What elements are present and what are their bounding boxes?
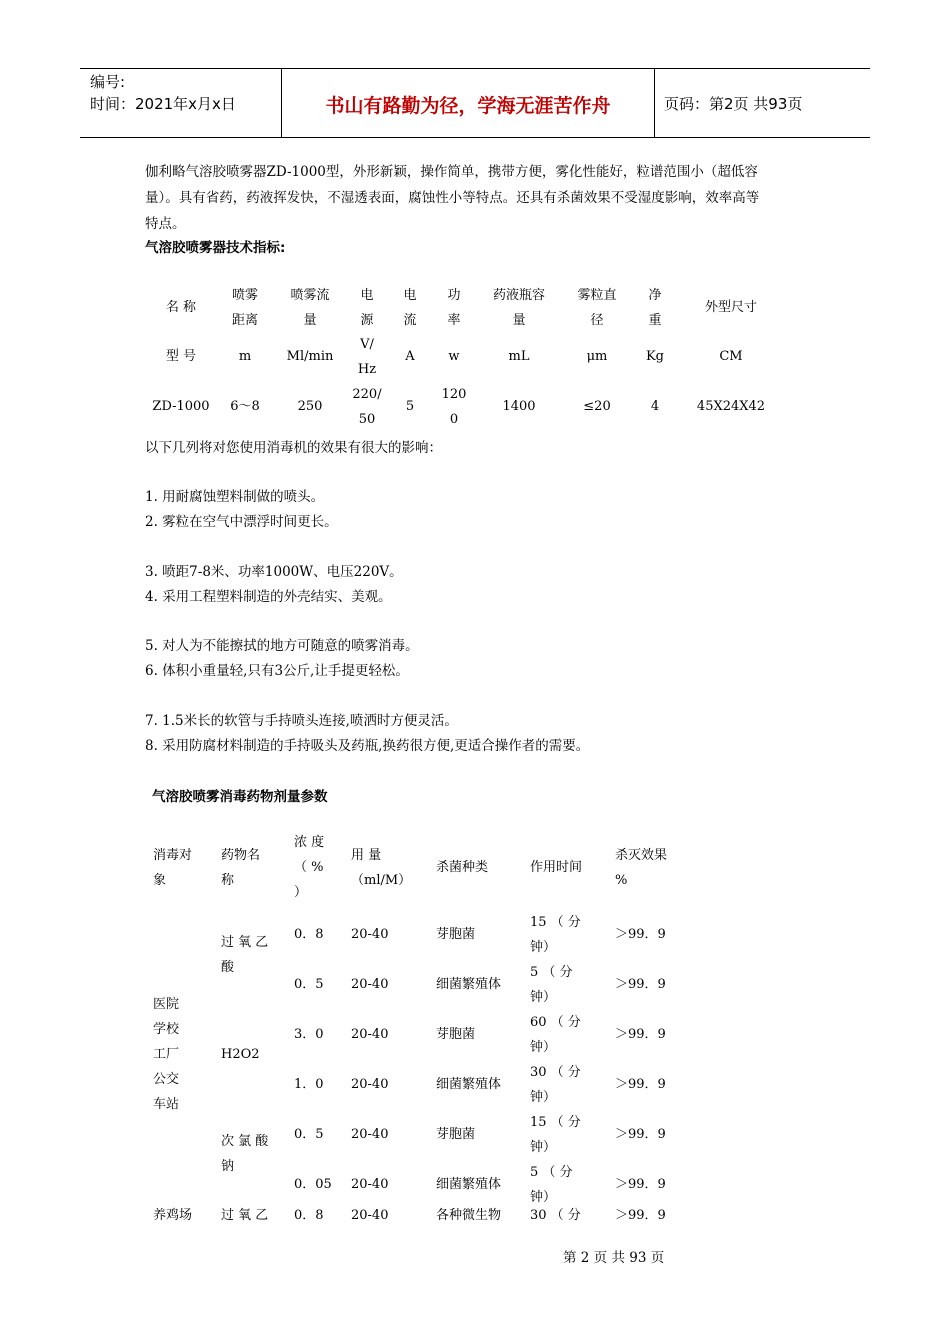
spec-value-cell: 120 0 xyxy=(441,387,467,427)
dose-drug-cell: H2O2 xyxy=(221,1047,260,1062)
spec-value-cell: 220/ 50 xyxy=(352,387,382,427)
effect-item: 2. 雾粒在空气中漂浮时间更长。 xyxy=(145,514,338,530)
dose-header-cell: 作用时间 xyxy=(530,860,583,875)
dose-time-cell: 5 （ 分 钟） xyxy=(530,1165,573,1205)
dose-type-cell: 芽胞菌 xyxy=(436,927,476,942)
dose-lastrow-cell: 0．8 xyxy=(294,1208,324,1223)
intro-line: 量）。具有省药，药液挥发快，不湿透表面，腐蚀性小等特点。还具有杀菌效果不受湿度影响，效率高等 xyxy=(145,190,760,206)
dose-conc-cell: 1．0 xyxy=(294,1077,324,1092)
dose-amount-cell: 20-40 xyxy=(351,1027,389,1042)
spec-unit-cell: CM xyxy=(719,349,743,364)
header-page-number: 页码：第2页 共93页 xyxy=(664,95,803,113)
header-divider xyxy=(654,69,655,137)
dose-time-cell: 15 （ 分 钟） xyxy=(530,1115,581,1155)
dose-drug-cell: 次 氯 酸 钠 xyxy=(221,1134,269,1174)
effect-item: 5. 对人为不能擦拭的地方可随意的喷雾消毒。 xyxy=(145,638,419,654)
spec-header-cell: 喷雾流 量 xyxy=(290,288,330,328)
dose-time-cell: 30 （ 分 钟） xyxy=(530,1065,581,1105)
spec-unit-cell: V/ Hz xyxy=(357,337,377,377)
dose-target-cell: 医院 学校 工厂 公交 车站 xyxy=(153,997,180,1112)
dose-lastrow-cell: 20-40 xyxy=(351,1208,389,1223)
effect-item: 8. 采用防腐材料制造的手持吸头及药瓶,换药很方便,更适合操作者的需要。 xyxy=(145,738,590,754)
dose-conc-cell: 3．0 xyxy=(294,1027,324,1042)
dose-conc-cell: 0．8 xyxy=(294,927,324,942)
spec-unit-cell: mL xyxy=(508,349,530,364)
dose-heading: 气溶胶喷雾消毒药物剂量参数 xyxy=(152,789,328,805)
effect-item: 7. 1.5米长的软管与手持喷头连接,喷洒时方便灵活。 xyxy=(145,713,458,729)
spec-value-cell: ZD-1000 xyxy=(152,399,210,414)
spec-unit-cell: Ml/min xyxy=(286,349,334,364)
dose-effect-cell: ＞99．9 xyxy=(615,927,666,942)
spec-unit-cell: m xyxy=(238,349,252,364)
header-meta xyxy=(90,71,236,115)
dose-amount-cell: 20-40 xyxy=(351,1127,389,1142)
effect-item: 4. 采用工程塑料制造的外壳结实、美观。 xyxy=(145,589,392,605)
dose-header-cell: 浓 度 （ % ） xyxy=(294,835,325,900)
header-motto: 书山有路勤为径，学海无涯苦作舟 xyxy=(325,95,611,117)
doc-number-label: 编号: xyxy=(90,73,126,91)
spec-unit-cell: w xyxy=(448,349,460,364)
spec-value-cell: 1400 xyxy=(502,399,536,414)
dose-drug-cell: 过 氧 乙 酸 xyxy=(221,935,269,975)
spec-header-cell: 药液瓶容 量 xyxy=(492,288,545,328)
dose-type-cell: 芽胞菌 xyxy=(436,1127,476,1142)
intro-line: 伽利略气溶胶喷雾器ZD-1000型，外形新颖，操作简单，携带方便，雾化性能好，粒谱范围小（超低容 xyxy=(145,164,758,180)
dose-type-cell: 细菌繁殖体 xyxy=(436,1077,502,1092)
effects-intro: 以下几列将对您使用消毒机的效果有很大的影响： xyxy=(145,440,442,456)
dose-amount-cell: 20-40 xyxy=(351,1077,389,1092)
dose-time-cell: 15 （ 分 钟） xyxy=(530,915,581,955)
dose-header-cell: 用 量 （ml/M） xyxy=(351,848,412,888)
dose-lastrow-cell: 30 （ 分 xyxy=(530,1208,581,1223)
spec-value-cell: 5 xyxy=(405,399,415,414)
page-header xyxy=(80,68,870,138)
spec-header-cell: 雾粒直 径 xyxy=(577,288,617,328)
dose-type-cell: 细菌繁殖体 xyxy=(436,1177,502,1192)
dose-effect-cell: ＞99．9 xyxy=(615,977,666,992)
spec-header-cell: 喷雾 距离 xyxy=(231,288,258,328)
spec-value-cell: 4 xyxy=(650,399,660,414)
spec-heading: 气溶胶喷雾器技术指标: xyxy=(145,240,286,256)
dose-lastrow-cell: 养鸡场 xyxy=(153,1208,193,1223)
page-footer: 第 2 页 共 93 页 xyxy=(563,1250,665,1266)
dose-conc-cell: 0．5 xyxy=(294,1127,324,1142)
dose-conc-cell: 0．05 xyxy=(294,1177,332,1192)
dose-header-cell: 杀灭效果 % xyxy=(615,848,668,888)
spec-value-cell: ≤20 xyxy=(583,399,611,414)
dose-header-cell: 药物名 称 xyxy=(221,848,261,888)
dose-type-cell: 细菌繁殖体 xyxy=(436,977,502,992)
dose-effect-cell: ＞99．9 xyxy=(615,1077,666,1092)
dose-time-cell: 5 （ 分 钟） xyxy=(530,965,573,1005)
spec-unit-cell: Kg xyxy=(645,349,665,364)
dose-amount-cell: 20-40 xyxy=(351,927,389,942)
dose-lastrow-cell: 过 氧 乙 xyxy=(221,1208,269,1223)
dose-header-cell: 消毒对 象 xyxy=(153,848,193,888)
dose-conc-cell: 0．5 xyxy=(294,977,324,992)
dose-amount-cell: 20-40 xyxy=(351,977,389,992)
spec-value-cell: 6～8 xyxy=(230,399,260,414)
dose-type-cell: 芽胞菌 xyxy=(436,1027,476,1042)
spec-header-cell: 外型尺寸 xyxy=(704,300,757,315)
dose-effect-cell: ＞99．9 xyxy=(615,1127,666,1142)
spec-unit-cell: A xyxy=(405,349,415,364)
spec-unit-cell: μm xyxy=(586,349,608,364)
effect-item: 3. 喷距7-8米、功率1000W、电压220V。 xyxy=(145,564,403,580)
dose-lastrow-cell: ＞99．9 xyxy=(615,1208,666,1223)
dose-lastrow-cell: 各种微生物 xyxy=(436,1208,502,1223)
dose-time-cell: 60 （ 分 钟） xyxy=(530,1015,581,1055)
intro-line: 特点。 xyxy=(145,216,186,232)
dose-effect-cell: ＞99．9 xyxy=(615,1027,666,1042)
spec-header-cell: 净 重 xyxy=(648,288,662,328)
effect-item: 1. 用耐腐蚀塑料制做的喷头。 xyxy=(145,489,325,505)
spec-header-cell: 电 源 xyxy=(360,288,374,328)
spec-unit-cell: 型 号 xyxy=(165,349,197,364)
spec-header-cell: 电 流 xyxy=(403,288,417,328)
spec-value-cell: 250 xyxy=(297,399,323,414)
spec-value-cell: 45X24X42 xyxy=(696,399,766,414)
spec-header-cell: 名 称 xyxy=(165,300,197,315)
effect-item: 6. 体积小重量轻,只有3公斤,让手提更轻松。 xyxy=(145,663,409,679)
dose-amount-cell: 20-40 xyxy=(351,1177,389,1192)
dose-header-cell: 杀菌种类 xyxy=(436,860,489,875)
doc-time: 时间：2021年x月x日 xyxy=(90,95,236,113)
dose-effect-cell: ＞99．9 xyxy=(615,1177,666,1192)
spec-header-cell: 功 率 xyxy=(447,288,461,328)
